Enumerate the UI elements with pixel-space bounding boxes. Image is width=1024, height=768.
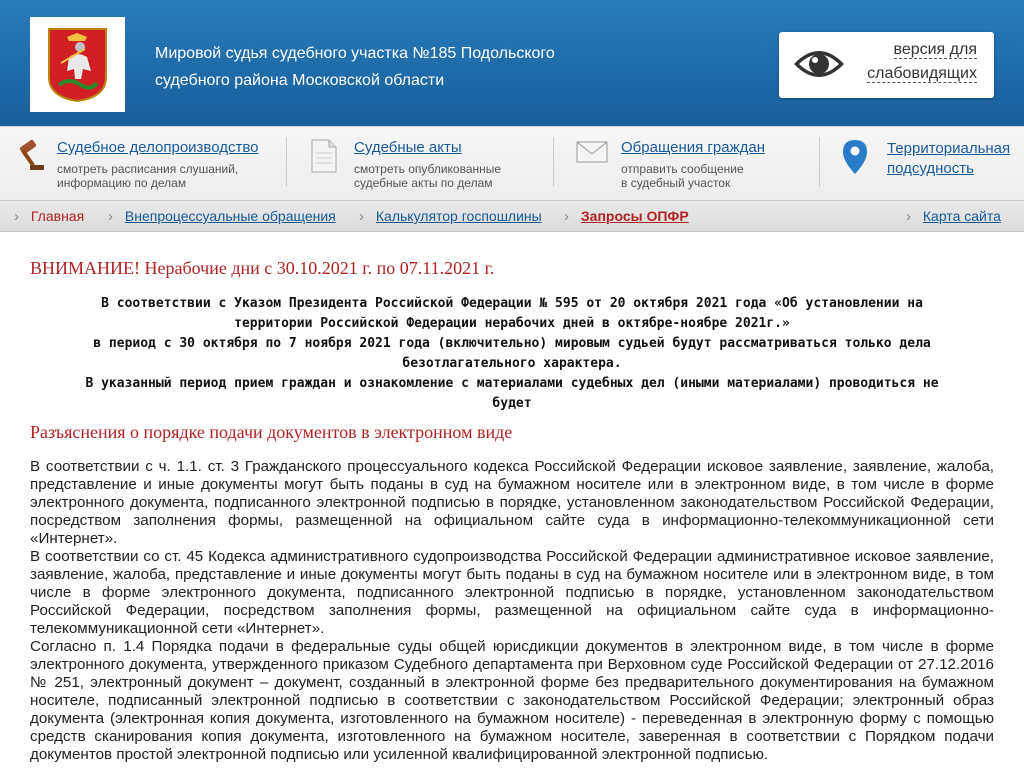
paragraph: Согласно п. 1.4 Порядка подачи в федеральные суды общей юрисдикции документов в электронном виде, в том числе в форме электронного документа, утвержденного приказом Судебного департамента при Верховном суде Российской Федерации от 27.12.2016 № 251, электронный документ – документ, созданный в электронной форме без предварительного документирования на бумажном носителе, подписанный электронной подписью в соответствии с законодательством Российской Федерации; электронный образ документа (электронная копия документа, изготовленного на бумажном носителе) - переведенная в электронную форму с помощью средств сканирования копия документа, изготовленного на бумажном носителе, заверенная в соответствии с Порядком подачи документов простой электронной подписью или усиленной квалифицированной электронной подписью. (30, 638, 994, 763)
nav-divider (553, 137, 554, 187)
crumb-link[interactable]: Внепроцессуальные обращения (124, 208, 336, 224)
crumb-link[interactable]: Запросы ОПФР (580, 208, 689, 224)
crumb-link[interactable]: Карта сайта (922, 208, 1001, 224)
court-title-line2: судебного района Московской области (155, 72, 445, 89)
notice-line: В указанный период прием граждан и ознакомление с материалами судебных дел (иными материалами) проводиться не (85, 376, 939, 391)
crumb-home-link[interactable]: Главная (30, 208, 85, 224)
document-icon (309, 139, 339, 173)
low-vision-version-button[interactable] (779, 32, 994, 98)
nav-title[interactable] (887, 139, 1010, 179)
coat-of-arms-logo[interactable] (30, 17, 125, 112)
notice-line: безотлагательного характера. (402, 356, 622, 371)
nav-item-citizen-appeals[interactable] (576, 137, 806, 191)
nav-item-territorial-jurisdiction[interactable] (842, 137, 1022, 191)
nav-desc (354, 162, 501, 190)
paragraph: В соответствии с ч. 1.1. ст. 3 Гражданского процессуального кодекса Российской Федерации исковое заявление, заявление, жалоба, представление и иные документы могут быть поданы в суд на бумажном носителе или в электронном виде, в том числе в форме электронного документа, подписанного электронной подписью в порядке, установленном законодательством Российской Федерации, посредством заполнения формы, размещенной на официальном сайте суда в информационно-телекоммуникационной сети «Интернет». (30, 458, 994, 547)
nav-desc (621, 162, 744, 190)
nav-title-line1[interactable]: Территориальная (887, 140, 1011, 157)
attention-heading: ВНИМАНИЕ! Нерабочие дни с 30.10.2021 г. по 07.11.2021 г. (30, 258, 495, 278)
nav-item-court-proceedings[interactable] (12, 137, 282, 191)
gavel-icon (12, 139, 46, 173)
envelope-icon (576, 139, 608, 165)
low-vision-label (857, 38, 977, 86)
notice-line: В соответствии с Указом Президента Российской Федерации № 595 от 20 октября 2021 года «Об установлении на (101, 296, 923, 311)
paragraph: В соответствии со ст. 45 Кодекса административного судопроизводства Российской Федерации административное исковое заявление, заявление, жалоба, представление и иные документы могут быть поданы в суд на бумажном носителе или в электронном виде, в том числе в форме электронного документа, подписанного электронной подписью в порядке, установленном законодательством Российской Федерации, посредством заполнения формы, размещенной на официальном сайте суда в информационно-телекоммуникационной сети «Интернет». (30, 548, 994, 637)
nav-title[interactable]: Обращения граждан (621, 139, 765, 156)
low-vision-line2: слабовидящих (867, 65, 977, 82)
low-vision-line1: версия для (893, 41, 977, 58)
notice-line: в период с 30 октября по 7 ноября 2021 года (включительно) мировым судьей будут рассматриваться только дела (93, 336, 931, 351)
nav-desc-line1: смотреть опубликованные (354, 162, 502, 176)
crumb-opfr-requests[interactable] (564, 208, 689, 225)
crumb-link[interactable]: Калькулятор госпошлины (375, 208, 542, 224)
crumb-extraprocedural[interactable] (108, 208, 336, 225)
nav-title-line2[interactable]: подсудность (887, 160, 974, 177)
nav-desc-line1: отправить сообщение (621, 162, 744, 176)
nav-desc-line2: информацию по делам (57, 176, 187, 190)
nav-desc-line1: смотреть расписания слушаний, (57, 162, 239, 176)
court-title-line1: Мировой судья судебного участка №185 Подольского (155, 45, 555, 62)
coat-of-arms-icon (47, 27, 108, 103)
crumb-sitemap[interactable] (906, 208, 1001, 225)
location-pin-icon (842, 139, 868, 175)
nav-item-court-acts[interactable] (309, 137, 539, 191)
crumb-fee-calculator[interactable] (359, 208, 542, 225)
nav-desc (57, 162, 238, 190)
nav-title[interactable]: Судебные акты (354, 139, 462, 156)
nav-desc-line2: в судебный участок (621, 176, 731, 190)
holiday-notice (30, 294, 994, 414)
crumb-home[interactable] (14, 208, 84, 225)
section-heading: Разъяснения о порядке подачи документов в электронном виде (30, 422, 513, 442)
main-navigation (0, 126, 1024, 200)
court-title[interactable] (155, 40, 625, 94)
article-body (30, 458, 994, 764)
nav-divider (819, 137, 820, 187)
site-header (0, 0, 1024, 126)
breadcrumb-bar (0, 200, 1024, 232)
eye-icon (792, 44, 846, 84)
nav-divider (286, 137, 287, 187)
nav-title[interactable]: Судебное делопроизводство (57, 139, 259, 156)
nav-desc-line2: судебные акты по делам (354, 176, 493, 190)
notice-line: будет (492, 396, 532, 411)
notice-line: территории Российской Федерации нерабочих дней в октябре-ноябре 2021г.» (234, 316, 790, 331)
